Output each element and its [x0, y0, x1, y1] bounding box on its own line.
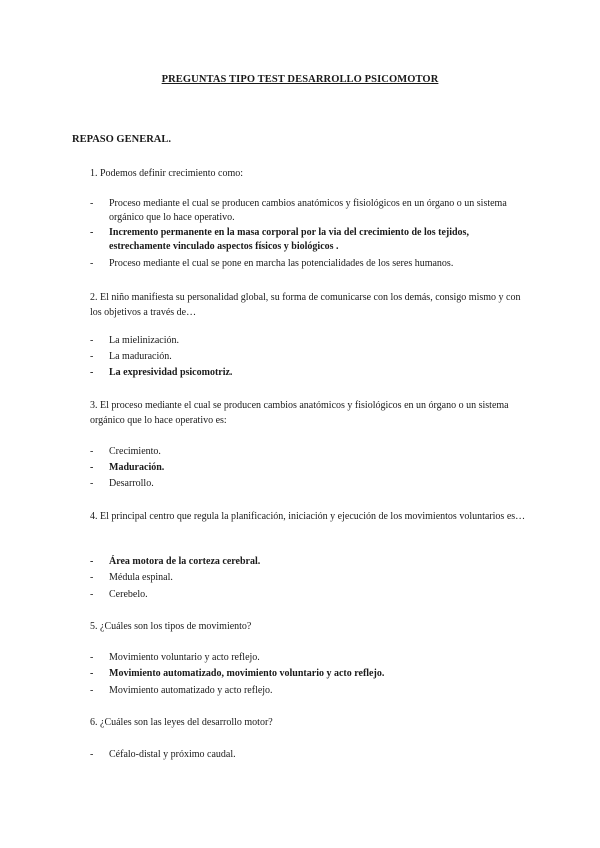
option-text: Proceso mediante el cual se pone en marcha las potencialidades de los seres humanos.	[109, 258, 454, 269]
option-3c	[90, 477, 530, 491]
option-text: Movimiento automatizado, movimiento voluntario y acto reflejo.	[109, 668, 385, 679]
option-text: La mielinización.	[109, 335, 179, 346]
option-3a	[90, 445, 530, 459]
question-text: 1. Podemos definir crecimiento como:	[90, 168, 244, 179]
option-dash: -	[90, 589, 94, 600]
option-text: Crecimiento.	[109, 446, 161, 457]
option-dash: -	[90, 198, 94, 209]
question-text: 6. ¿Cuáles son las leyes del desarrollo motor?	[90, 717, 273, 728]
option-dash: -	[90, 668, 94, 679]
option-dash: -	[90, 478, 94, 489]
option-3b	[90, 461, 530, 475]
option-5a	[90, 651, 530, 665]
option-text: Movimiento automatizado y acto reflejo.	[109, 685, 273, 696]
option-dash: -	[90, 446, 94, 457]
option-dash: -	[90, 227, 94, 238]
section-heading: REPASO GENERAL.	[72, 134, 171, 145]
option-2a	[90, 334, 530, 348]
option-text: Desarrollo.	[109, 478, 154, 489]
option-dash: -	[90, 462, 94, 473]
option-1c	[90, 257, 530, 271]
option-dash: -	[90, 556, 94, 567]
option-dash: -	[90, 335, 94, 346]
option-2c	[90, 366, 530, 380]
question-text: 3. El proceso mediante el cual se producen cambios anatómicos y fisiológicos en un órgano o un sistema orgánico que lo hace operativo es:	[90, 400, 509, 426]
option-1a	[90, 197, 530, 225]
question-text: 4. El principal centro que regula la planificación, iniciación y ejecución de los movimientos voluntarios es…	[90, 511, 526, 522]
option-1b	[90, 226, 530, 254]
option-4a	[90, 555, 530, 569]
option-text: Maduración.	[109, 462, 165, 473]
option-2b	[90, 350, 530, 364]
option-text: Área motora de la corteza cerebral.	[109, 556, 261, 567]
option-text: Cerebelo.	[109, 589, 148, 600]
option-dash: -	[90, 685, 94, 696]
option-4b	[90, 571, 530, 585]
option-text: Incremento permanente en la masa corporal por la via del crecimiento de los tejidos, estrechamente vinculado aspectos físicos y biológicos .	[109, 227, 469, 252]
option-dash: -	[90, 572, 94, 583]
option-6a	[90, 748, 530, 762]
option-text: Movimiento voluntario y acto reflejo.	[109, 652, 260, 663]
option-text: La maduración.	[109, 351, 172, 362]
option-dash: -	[90, 367, 94, 378]
question-4	[90, 509, 530, 524]
option-4c	[90, 588, 530, 602]
option-text: Médula espinal.	[109, 572, 173, 583]
question-1	[90, 166, 530, 181]
option-dash: -	[90, 652, 94, 663]
question-6	[90, 715, 530, 730]
option-5b	[90, 667, 530, 681]
question-text: 5. ¿Cuáles son los tipos de movimiento?	[90, 621, 252, 632]
option-text: Proceso mediante el cual se producen cambios anatómicos y fisiológicos en un órgano o un sistema orgánico que lo hace operativo.	[109, 198, 507, 223]
question-text: 2. El niño manifiesta su personalidad global, su forma de comunicarse con los demás, consigo mismo y con los objetivos a través de…	[90, 292, 521, 318]
question-5	[90, 619, 530, 634]
option-dash: -	[90, 351, 94, 362]
question-2	[90, 290, 530, 320]
question-3	[90, 398, 530, 428]
option-text: La expresividad psicomotriz.	[109, 367, 233, 378]
option-5c	[90, 684, 530, 698]
document-title: PREGUNTAS TIPO TEST DESARROLLO PSICOMOTOR	[161, 74, 439, 85]
option-text: Céfalo-distal y próximo caudal.	[109, 749, 236, 760]
option-dash: -	[90, 258, 94, 269]
option-dash: -	[90, 749, 94, 760]
